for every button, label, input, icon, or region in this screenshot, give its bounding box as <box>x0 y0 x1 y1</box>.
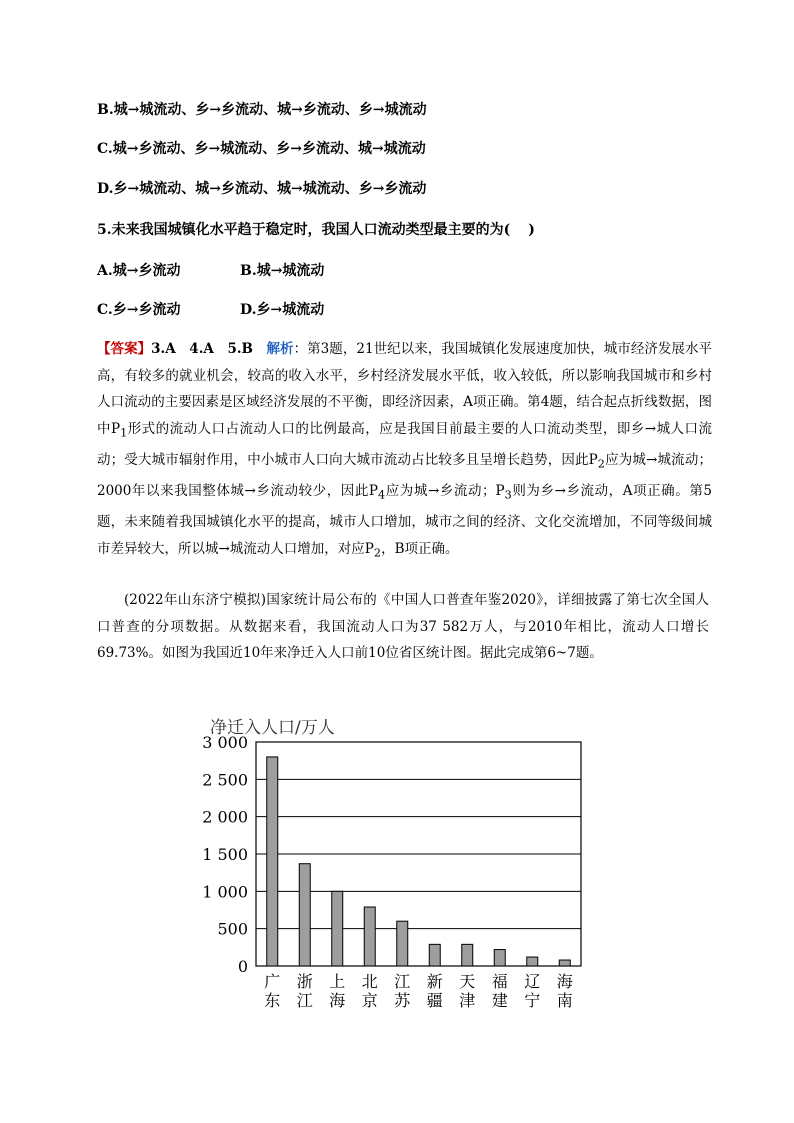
q5-options-row-1 <box>97 260 325 280</box>
q5-options-row-2 <box>97 299 325 319</box>
x-tick-label: 江 <box>296 991 313 1010</box>
x-tick-label: 辽 <box>524 972 541 991</box>
question-5-close: ) <box>528 222 535 238</box>
plot-frame <box>256 742 581 966</box>
x-tick-label: 宁 <box>524 991 541 1010</box>
question-5-text: 5.未来我国城镇化水平趋于稳定时，我国人口流动类型最主要的为( <box>97 222 511 238</box>
x-tick-label: 江 <box>394 972 411 991</box>
y-tick-label: 3 000 <box>202 733 248 752</box>
y-tick-label: 500 <box>217 919 248 939</box>
analysis-text-1: ：第3题，21世纪以来，我国城镇化发展速度加快，城市经济发展水平高，有较多的就业机会，较高的收入水平，乡村经济发展水平低，收入较低，所以影响我国城市和乡村人口流动的主要因素是区域经济发展的不平衡，即经济因素，A项正确。第4题，结合起点折线数据，图中P <box>97 341 713 437</box>
x-tick-label: 京 <box>361 991 378 1010</box>
question-5 <box>97 219 535 239</box>
x-tick-label: 天 <box>459 972 476 991</box>
bar <box>332 891 343 966</box>
option-5c: C.乡→乡流动 <box>97 302 181 318</box>
sub-2: 2 <box>597 457 605 471</box>
bar <box>494 950 505 966</box>
bar <box>429 944 440 966</box>
bar <box>397 921 408 966</box>
x-tick-label: 海 <box>556 972 573 991</box>
x-tick-label: 东 <box>264 991 281 1010</box>
bar <box>299 864 310 966</box>
x-tick-label: 广 <box>264 972 281 991</box>
y-tick-label: 1 000 <box>202 882 248 902</box>
y-tick-label: 2 500 <box>202 770 248 790</box>
x-tick-label: 北 <box>361 972 378 991</box>
analysis-text-6: ，B项正确。 <box>381 540 459 557</box>
x-tick-label: 海 <box>329 991 346 1010</box>
bar <box>527 957 538 966</box>
bar <box>559 960 570 966</box>
option-5d: D.乡→城流动 <box>240 302 325 318</box>
bar <box>462 944 473 966</box>
x-tick-label: 浙 <box>296 972 313 991</box>
analysis-text-2: 形式的流动人口占流动人口的比例最高，应是我国目前最主要的人口流动类型，即乡→城人口流动；受大城市辐射作用，中小城市人口向大城市流动占比较多且呈增长趋势，因此P <box>97 420 712 468</box>
option-5b: B.城→城流动 <box>240 263 325 279</box>
x-tick-label: 苏 <box>394 991 411 1010</box>
y-tick-label: 1 500 <box>202 845 248 864</box>
analysis-text-3: 应为城→城流动；2000年以来我国整体城→乡流动较少，因此P <box>97 451 712 499</box>
x-tick-label: 南 <box>556 991 573 1010</box>
answer-tag: 【答案】 <box>97 341 152 357</box>
x-tick-label: 建 <box>491 991 508 1010</box>
x-tick-label: 疆 <box>426 991 443 1010</box>
answer-block <box>97 336 712 567</box>
sub-1: 1 <box>120 426 128 440</box>
option-3b: B.城→城流动、乡→乡流动、城→乡流动、乡→城流动 <box>97 102 427 118</box>
analysis-text-4: 应为城→乡流动；P <box>385 482 505 499</box>
sub-5: 2 <box>373 546 382 560</box>
material-intro: (2022年山东济宁模拟)国家统计局公布的《中国人口普查年鉴2020》，详细披露了第七次全国人口普查的分项数据。从数据来看，我国流动人口为37 582万人，与2010年相比，流动人口增长69.73%。如图为我国近10年来净迁入人口前10位省区统计图。据此完成第6~7题。 <box>97 592 709 661</box>
option-3c: C.城→乡流动、乡→城流动、乡→乡流动、城→城流动 <box>97 141 426 157</box>
sub-4: 3 <box>504 488 512 502</box>
bar <box>364 907 375 966</box>
y-tick-label: 2 000 <box>202 807 248 827</box>
chart-title: 净迁入人口/万人 <box>210 718 335 738</box>
option-5a: A.城→乡流动 <box>97 263 181 279</box>
x-tick-label: 津 <box>459 991 476 1010</box>
analysis-text-5: 则为乡→乡流动，A项正确。第5题，未来随着我国城镇化水平的提高，城市人口增加，城市之间的经济、文化交流增加，不同等级间城市差异较大，所以城→城流动人口增加，对应P <box>97 482 712 557</box>
x-tick-label: 上 <box>329 972 346 991</box>
x-tick-label: 福 <box>491 972 508 991</box>
sub-3: 4 <box>378 488 386 502</box>
answer-keys: 3.A 4.A 5.B <box>151 341 253 357</box>
y-tick-label: 0 <box>237 957 248 976</box>
analysis-label: 解析 <box>266 341 294 357</box>
option-3d: D.乡→城流动、城→乡流动、城→城流动、乡→乡流动 <box>97 181 427 197</box>
x-tick-label: 新 <box>426 972 443 991</box>
bar <box>267 757 278 966</box>
